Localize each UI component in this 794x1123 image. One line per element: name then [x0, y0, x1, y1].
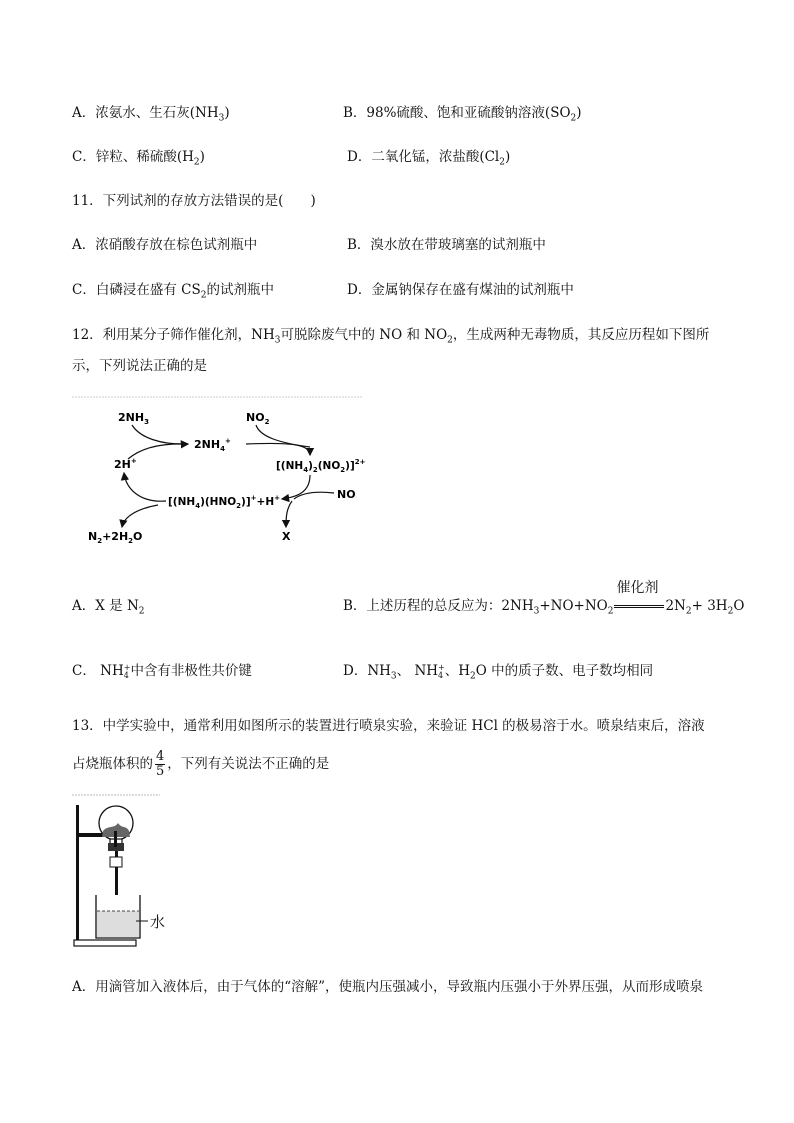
beaker-water [97, 911, 139, 937]
q12-option-c: C． NH + 4 中含有非极性共价键 [72, 662, 252, 680]
fraction-four-fifths: $\frac{4}{5}$ [156, 749, 165, 779]
q10-option-b: B．98%硫酸、饱和亚硫酸钠溶液$(SO_2)$ [343, 105, 582, 124]
tube-clamp [110, 857, 122, 867]
q12-stem-line2: 示，下列说法正确的是 [72, 358, 207, 374]
stand-base [74, 940, 136, 946]
label-2h: 2H+ [114, 457, 137, 471]
label-2nh3: $2NH_3$ [118, 411, 149, 426]
label-no2: $NO_2$ [246, 411, 270, 426]
dropper [114, 831, 117, 847]
q10-option-a: A．浓氨水、生石灰$(NH_3)$ [72, 105, 230, 124]
arrow-to-x [286, 501, 292, 527]
catalyst-arrow [614, 580, 664, 608]
q10-option-c: C．锌粒、稀硫酸$(H_2)$ [72, 149, 205, 168]
nh4-ion: NH + 4 [100, 662, 131, 680]
q11-option-b: B．溴水放在带玻璃塞的试剂瓶中 [347, 237, 546, 253]
q11-option-c: C．白磷浸在盛有 $CS_2$的试剂瓶中 [72, 282, 274, 301]
arrow-to-n2-h2o [122, 505, 158, 527]
arrow-complex2-to-h [124, 473, 166, 501]
label-no: NO [337, 488, 356, 501]
label-2nh4: $2NH_4^+$ [194, 437, 231, 453]
q12-stem-line1: 12．利用某分子筛作催化剂，$NH_3$可脱除废气中的 NO 和 $NO_2$，生成两种无毒物质，其反应历程如下图所 [72, 327, 710, 346]
label-complex1: $[(NH_4)_2(NO_2)]^{2+}$ [276, 458, 366, 474]
q12-reaction-diagram [70, 393, 370, 553]
arrow-complex1-to-complex2 [282, 475, 310, 499]
q11-stem: 11．下列试剂的存放方法错误的是( ) [72, 193, 316, 209]
q10-option-d: D．二氧化锰，浓盐酸$(Cl_2)$ [347, 149, 511, 168]
nh4-ion: NH + 4 [414, 662, 445, 680]
label-complex2: $[(NH_4)(HNO_2)]^++H^+$ [168, 494, 280, 510]
q13-stem-line2: 占烧瓶体积的 $\frac{4}{5}$ ，下列有关说法不正确的是 [72, 749, 330, 779]
q11-option-a: A．浓硝酸存放在棕色试剂瓶中 [72, 237, 258, 253]
label-n2-h2o: $N_2+2H_2O$ [88, 530, 143, 545]
water-label: 水 [150, 913, 166, 931]
stand-rod [76, 805, 79, 945]
arrow-h-to-nh4 [128, 444, 188, 459]
q13-option-a: A．用滴管加入液体后，由于气体的“溶解”，使瓶内压强减小，导致瓶内压强小于外界压强，从而形成喷泉 [72, 979, 704, 995]
q13-stem-line1: 13．中学实验中，通常利用如图所示的装置进行喷泉实验，来验证 HCl 的极易溶于水。喷泉结束后，溶液 [72, 718, 705, 734]
q12-option-d: D．$NH_3$、 NH + 4 、$H_2O$ 中的质子数、电子数均相同 [343, 662, 654, 682]
q12-option-a: A．X 是 $N_2$ [72, 598, 145, 617]
label-x: X [282, 530, 291, 543]
q12-option-b: B．上述历程的总反应为：$2NH_3+NO+NO_2$ 催化剂 $2N_2+ 3H_2O$ [343, 580, 745, 617]
q11-option-d: D．金属钠保存在盛有煤油的试剂瓶中 [347, 282, 574, 298]
catalyst-label: 催化剂 [616, 580, 659, 596]
arrow-nh3-to-nh4 [132, 425, 188, 444]
